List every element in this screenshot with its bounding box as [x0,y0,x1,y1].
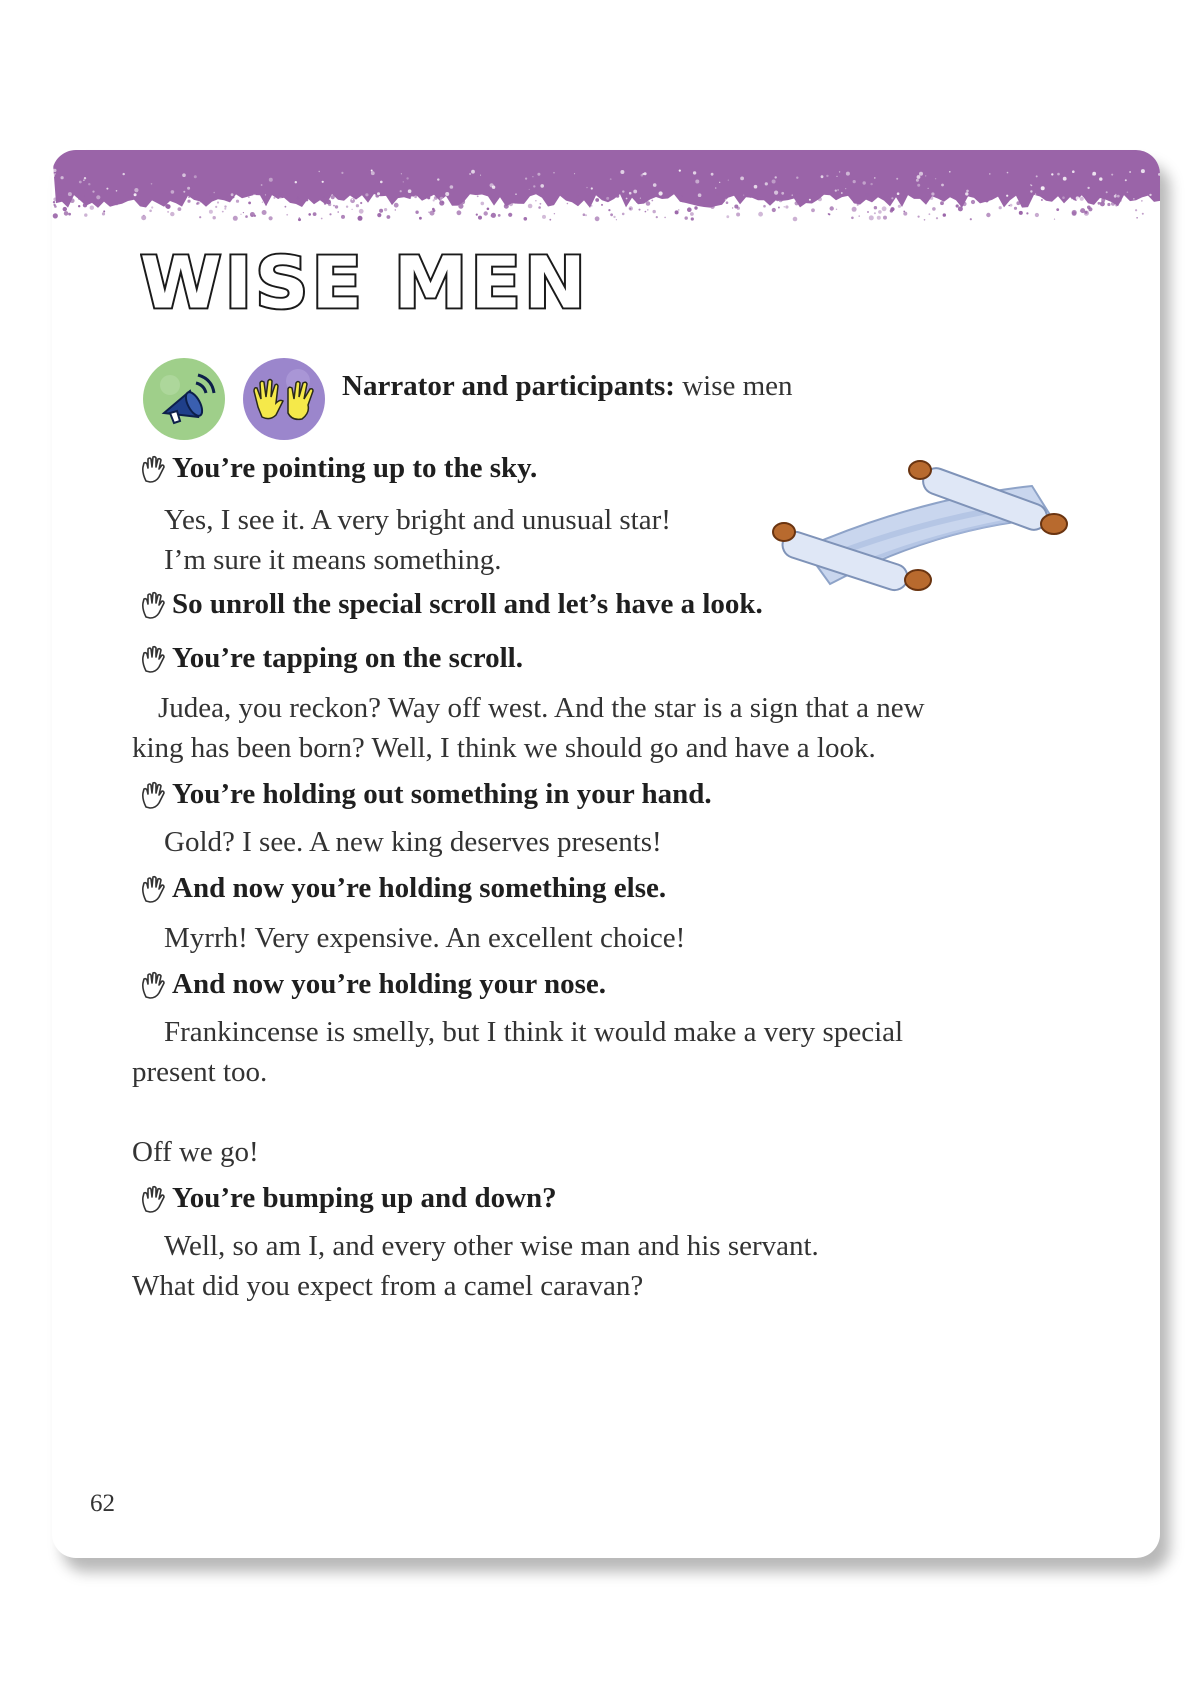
narration-line: Well, so am I, and every other wise man and his servant. [164,1230,819,1262]
narration-line: king has been born? Well, I think we should go and have a look. [132,732,876,764]
narration-line: I’m sure it means something. [164,544,502,576]
hand-cue-icon [140,1185,166,1213]
cue-text: You’re bumping up and down? [172,1182,557,1214]
narration-line: What did you expect from a camel caravan? [132,1270,644,1302]
narration-line: present too. [132,1056,268,1088]
cue-line [140,872,666,905]
cue-line [140,642,523,675]
hand-cue-icon [140,455,166,483]
hand-cue-icon [140,971,166,999]
hand-cue-icon [140,591,166,619]
participants-line [342,370,793,403]
narration-line: Yes, I see it. A very bright and unusual star! [164,504,671,536]
cue-line [140,968,606,1001]
purple-banner [52,150,1160,226]
cue-text: You’re tapping on the scroll. [172,642,523,674]
scroll-illustration [770,460,1090,600]
narrator-badge [140,355,228,443]
narration-line: Judea, you reckon? Way off west. And the star is a sign that a new [158,692,925,724]
book-page [52,150,1160,1558]
cue-text: You’re pointing up to the sky. [172,452,538,484]
hand-cue-icon [140,781,166,809]
participants-value: wise men [682,370,793,402]
cue-line [140,778,712,811]
narration-line: Myrrh! Very expensive. An excellent choice! [164,922,686,954]
page-number: 62 [90,1490,115,1517]
cue-text: And now you’re holding your nose. [172,968,607,1000]
narration-line: Gold? I see. A new king deserves presents! [164,826,662,858]
participants-label: Narrator and participants: [342,370,675,402]
hand-cue-icon [140,645,166,673]
cue-line [140,588,763,621]
hand-cue-icon [140,875,166,903]
page-title: WISE MEN [140,242,589,325]
narration-line: Off we go! [132,1136,259,1168]
cue-text: So unroll the special scroll and let’s have a look. [172,588,763,620]
cue-text: And now you’re holding something else. [172,872,667,904]
cue-line [140,452,537,485]
participants-badge [240,355,328,443]
cue-line [140,1182,557,1215]
cue-text: You’re holding out something in your hand. [172,778,712,810]
narration-line: Frankincense is smelly, but I think it would make a very special [164,1016,904,1048]
